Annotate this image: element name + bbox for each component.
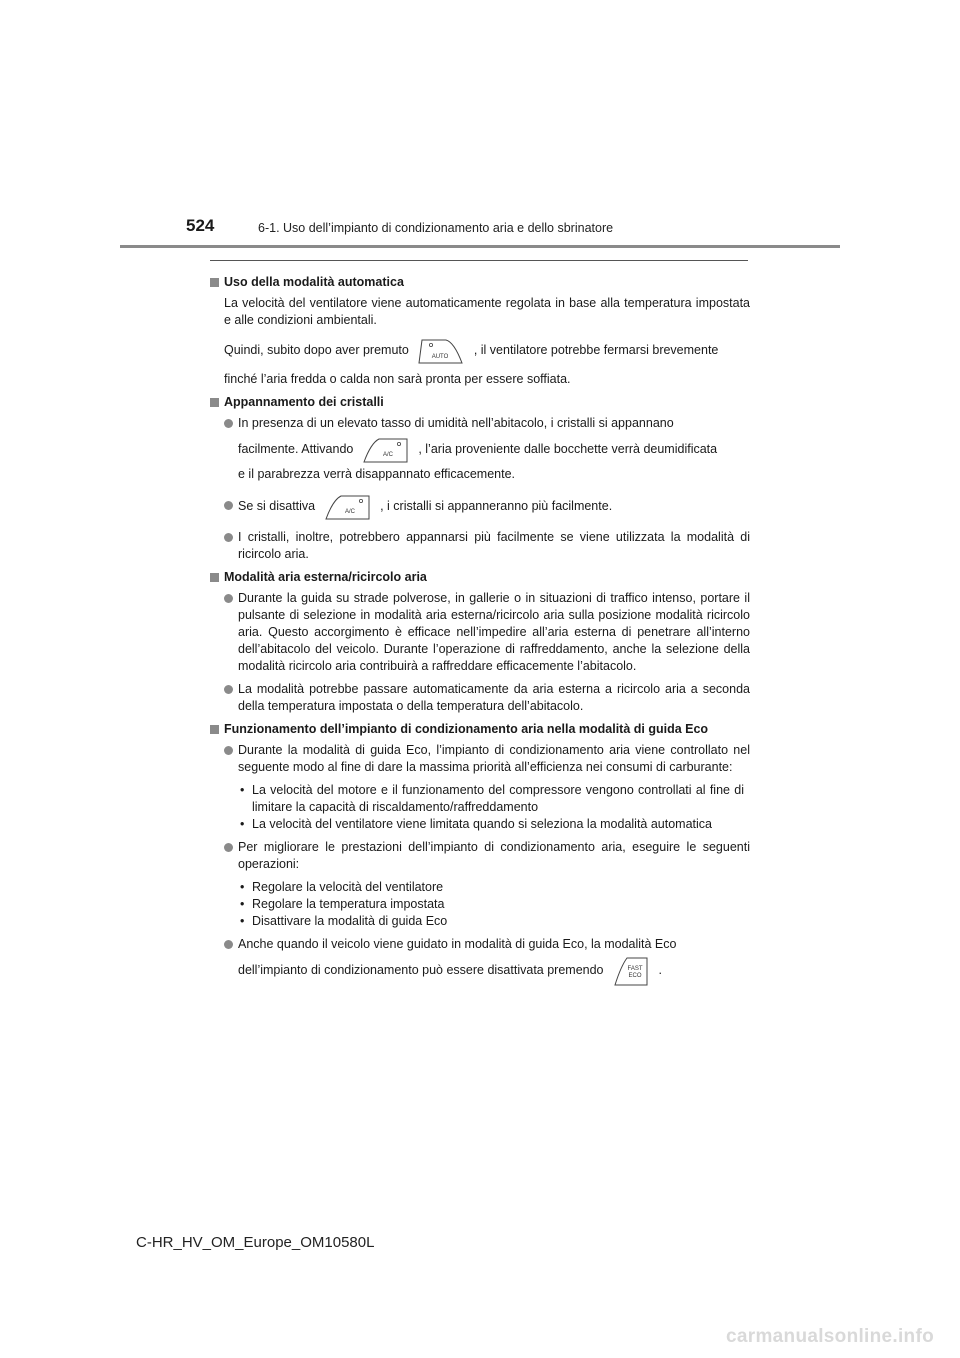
round-bullet-icon	[224, 685, 233, 694]
auto-icon-label: AUTO	[432, 353, 449, 360]
page-content	[210, 268, 750, 994]
fog-bullet-3: I cristalli, inoltre, potrebbero appannarsi più facilmente se viene utilizzata la modalità di ricircolo aria.	[210, 529, 750, 563]
auto-paragraph-1: La velocità del ventilatore viene automaticamente regolata in base alla temperatura impostata e alle condizioni ambientali.	[224, 296, 750, 327]
square-bullet-icon	[210, 725, 219, 734]
fast-eco-icon-label-bottom: ECO	[628, 972, 642, 979]
fast-eco-button-icon	[611, 954, 651, 988]
recirc-bullet-2: La modalità potrebbe passare automaticamente da aria esterna a ricircolo aria a seconda della temperatura impostata o della temperatura dell’abitacolo.	[210, 681, 750, 715]
list-item: • La velocità del motore e il funzionamento del compressore vengono controllati al fine di limitare la capacità di riscaldamento/raffreddamento	[240, 783, 744, 814]
section-heading-auto: Uso della modalità automatica	[210, 274, 750, 291]
section-rule	[210, 260, 748, 261]
ac-button-icon	[323, 492, 373, 522]
list-item: • La velocità del ventilatore viene limitata quando si seleziona la modalità automatica	[240, 817, 712, 831]
eco-sublist-1	[210, 782, 750, 833]
list-item: • Regolare la temperatura impostata	[240, 897, 445, 911]
round-bullet-icon	[224, 501, 233, 510]
square-bullet-icon	[210, 573, 219, 582]
eco-bullet-2: Per migliorare le prestazioni dell’impianto di condizionamento aria, eseguire le seguenti operazioni:	[210, 839, 750, 873]
recirc-bullet-1: Durante la guida su strade polverose, in gallerie o in situazioni di traffico intenso, portare il pulsante di selezione in modalità aria esterna/ricircolo aria sulla posizione modalità ricircolo aria. Questo accorgimento è efficace nell’impedire all’aria esterna di penetrare all’interno dell’abitacolo del veicolo. Durante l’operazione di raffreddamento, anche la selezione della modalità ricircolo aria contribuirà a raffreddare efficacemente l’abitacolo.	[210, 590, 750, 675]
footer-code: C-HR_HV_OM_Europe_OM10580L	[136, 1234, 375, 1251]
list-item: • Regolare la velocità del ventilatore	[240, 880, 444, 894]
square-bullet-icon	[210, 398, 219, 407]
fast-eco-icon-label-top: FAST	[627, 965, 643, 972]
round-bullet-icon	[224, 594, 233, 603]
list-item: • Disattivare la modalità di guida Eco	[240, 914, 448, 928]
round-bullet-icon	[224, 940, 233, 949]
fog-bullet-1: In presenza di un elevato tasso di umidità nell’abitacolo, i cristalli si appannano facilmente. Attivando A/C , l’aria proveniente dalle bocchette verrà deumidificata e il parabrezza verrà disappannato efficacemente.	[210, 415, 750, 483]
ac-icon-label: A/C	[344, 508, 355, 515]
chapter-header: 6-1. Uso dell’impianto di condizionamento aria e dello sbrinatore	[258, 221, 614, 235]
round-bullet-icon	[224, 843, 233, 852]
watermark[interactable]: carmanualsonline.info	[726, 1326, 934, 1347]
eco-sublist-2	[210, 879, 750, 930]
eco-bullet-3: Anche quando il veicolo viene guidato in modalità di guida Eco, la modalità Eco dell’impianto di condizionamento può essere disattivata premendo FAST ECO .	[210, 936, 750, 988]
eco-bullet-1: Durante la modalità di guida Eco, l’impianto di condizionamento aria viene controllato nel seguente modo al fine di dare la massima priorità all’efficienza nei consumi di carburante:	[210, 742, 750, 776]
section-heading-fog: Appannamento dei cristalli	[210, 394, 750, 411]
header-rule	[120, 245, 840, 248]
ac-icon-label: A/C	[382, 451, 393, 458]
section-heading-recirc: Modalità aria esterna/ricircolo aria	[210, 569, 750, 586]
page-number: 524	[186, 216, 215, 235]
fog-bullet-2: Se si disattiva A/C , i cristalli si appanneranno più facilmente.	[210, 489, 750, 523]
round-bullet-icon	[224, 419, 233, 428]
auto-paragraph-2-continued: finché l’aria fredda o calda non sarà pronta per essere soffiata.	[224, 372, 571, 386]
ac-button-icon	[361, 435, 411, 465]
square-bullet-icon	[210, 278, 219, 287]
section-heading-eco: Funzionamento dell’impianto di condizionamento aria nella modalità di guida Eco	[210, 721, 750, 738]
auto-paragraph-2: Quindi, subito dopo aver premuto AUTO , il ventilatore potrebbe fermarsi brevemente	[210, 333, 750, 367]
round-bullet-icon	[224, 746, 233, 755]
auto-button-icon	[416, 336, 466, 366]
round-bullet-icon	[224, 533, 233, 542]
